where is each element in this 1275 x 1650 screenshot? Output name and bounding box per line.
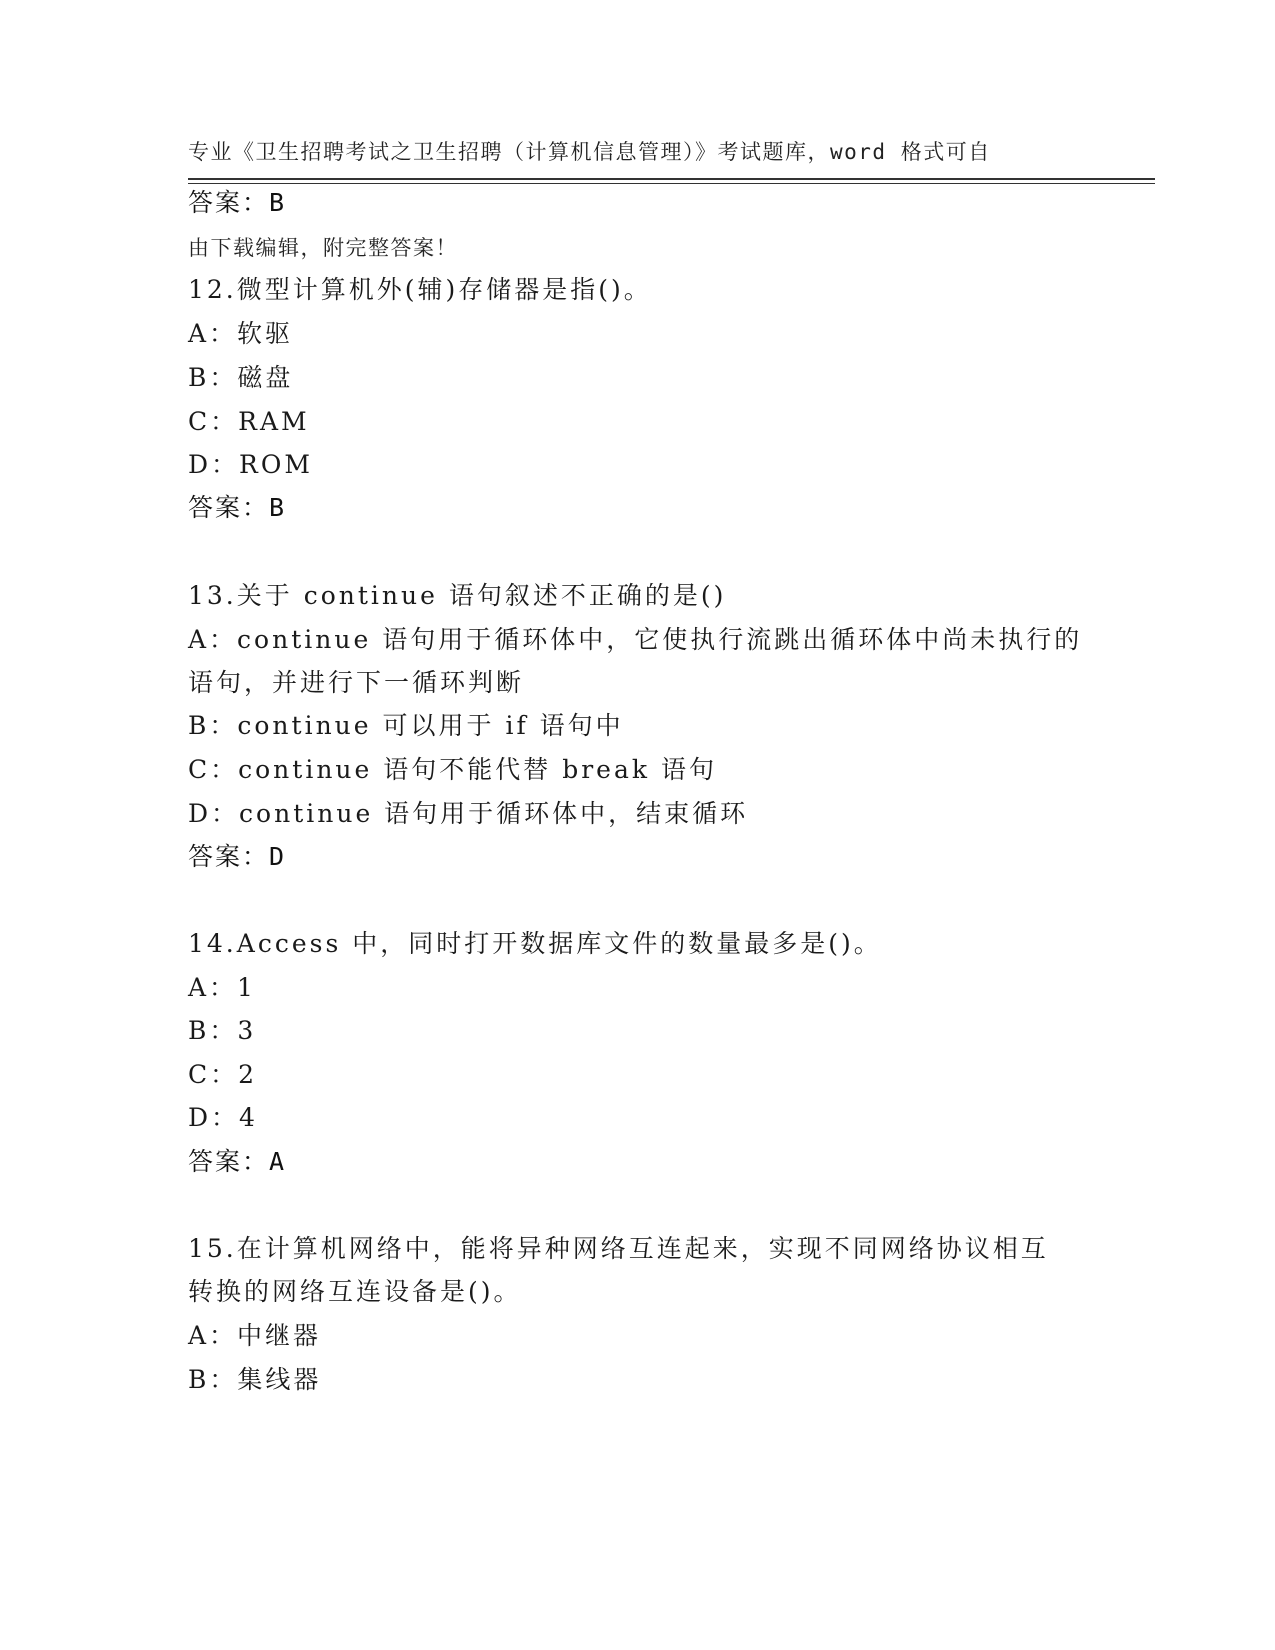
option-c: C：continue 语句不能代替 break 语句 xyxy=(188,755,717,784)
question-stem-continued: 转换的网络互连设备是()。 xyxy=(188,1277,522,1306)
answer-line xyxy=(188,1145,286,1179)
question-stem: 13.关于 continue 语句叙述不正确的是() xyxy=(188,581,727,610)
answer-line xyxy=(188,186,286,220)
option-d: D：continue 语句用于循环体中，结束循环 xyxy=(188,799,749,828)
option-b: B：集线器 xyxy=(188,1365,322,1394)
header-line-2: 由下载编辑，附完整答案！ xyxy=(188,236,458,260)
answer-separator: ： xyxy=(242,188,270,217)
answer-line xyxy=(188,491,286,525)
option-a-continued: 语句，并进行下一循环判断 xyxy=(188,668,525,697)
answer-line xyxy=(188,840,286,874)
answer-value: D xyxy=(269,842,287,871)
answer-value: B xyxy=(269,493,287,522)
header-divider-thin xyxy=(188,183,1155,184)
question-stem: 15.在计算机网络中，能将异种网络互连起来，实现不同网络协议相互 xyxy=(188,1234,1049,1263)
option-b: B：磁盘 xyxy=(188,363,294,392)
option-c: C：2 xyxy=(188,1060,258,1089)
answer-value: A xyxy=(269,1147,287,1176)
answer-label: 答案 xyxy=(188,493,243,522)
option-a: A：中继器 xyxy=(188,1321,322,1350)
answer-label: 答案 xyxy=(188,1147,243,1176)
answer-label: 答案 xyxy=(188,188,243,217)
option-c: C：RAM xyxy=(188,407,310,436)
answer-separator: ： xyxy=(242,493,270,522)
option-a: A：continue 语句用于循环体中，它使执行流跳出循环体中尚未执行的 xyxy=(188,625,1083,654)
option-a: A：1 xyxy=(188,973,256,1002)
answer-separator: ： xyxy=(242,1147,270,1176)
header-divider xyxy=(188,178,1155,180)
option-d: D：4 xyxy=(188,1103,258,1132)
answer-separator: ： xyxy=(242,842,270,871)
option-b: B：3 xyxy=(188,1016,257,1045)
option-d: D：ROM xyxy=(188,450,313,479)
header-line-1: 专业《卫生招聘考试之卫生招聘（计算机信息管理）》考试题库，word 格式可自 xyxy=(188,140,991,164)
question-stem: 12.微型计算机外(辅)存储器是指()。 xyxy=(188,275,652,304)
option-a: A：软驱 xyxy=(188,319,294,348)
option-b: B：continue 可以用于 if 语句中 xyxy=(188,711,624,740)
question-stem: 14.Access 中，同时打开数据库文件的数量最多是()。 xyxy=(188,929,882,958)
answer-label: 答案 xyxy=(188,842,243,871)
answer-value: B xyxy=(269,188,287,217)
